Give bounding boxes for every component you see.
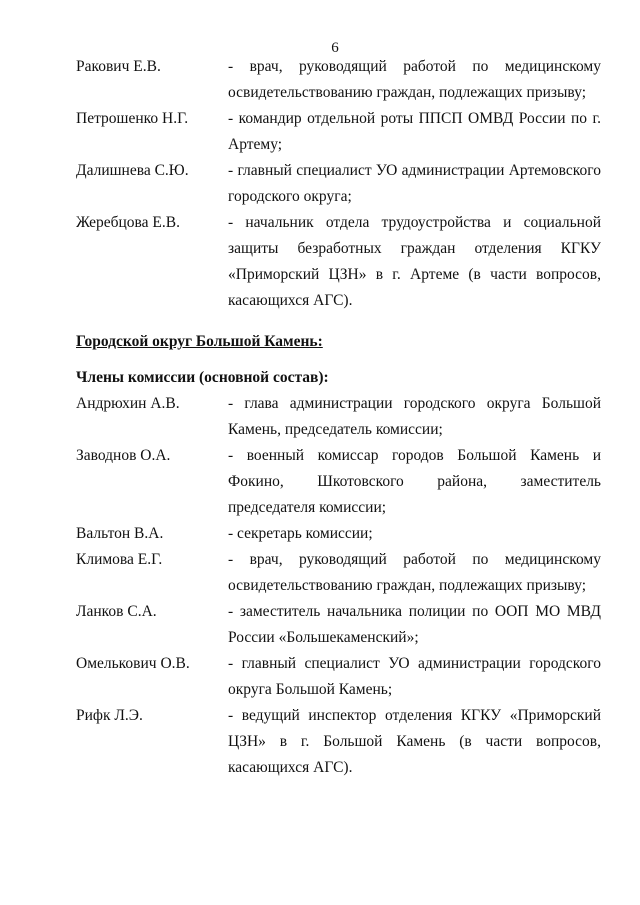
member-name: Ланков С.А. <box>76 603 157 620</box>
member-name: Петрошенко Н.Г. <box>76 110 189 127</box>
page-number: 6 <box>331 40 339 56</box>
member-role: - главный специалист УО администрации Артемовского городского округа; <box>228 162 601 205</box>
list-item <box>76 703 601 781</box>
member-role: - главный специалист УО администрации городского округа Большой Камень; <box>228 655 601 698</box>
member-role: - врач, руководящий работой по медицинскому освидетельствованию граждан, подлежащих призыву; <box>228 58 601 101</box>
list-item <box>76 158 601 210</box>
list-item <box>76 54 601 106</box>
commission-heading: Члены комиссии (основной состав): <box>76 369 329 386</box>
member-name: Ракович Е.В. <box>76 58 161 75</box>
member-role: - начальник отдела трудоустройства и социальной защиты безработных граждан отделения КГКУ «Приморский ЦЗН» в г. Артеме (в части вопросов, касающихся АГС). <box>228 214 601 309</box>
list-item <box>76 391 601 443</box>
member-role: - заместитель начальника полиции по ООП МО МВД России «Большекаменский»; <box>228 603 601 646</box>
member-name: Вальтон В.А. <box>76 525 164 542</box>
member-role: - ведущий инспектор отделения КГКУ «Приморский ЦЗН» в г. Большой Камень (в части вопросов, касающихся АГС). <box>228 707 601 776</box>
member-role: - командир отдельной роты ППСП ОМВД России по г. Артему; <box>228 110 601 153</box>
section-heading: Городской округ Большой Камень: <box>76 333 323 350</box>
list-item <box>76 599 601 651</box>
member-role: - врач, руководящий работой по медицинскому освидетельствованию граждан, подлежащих призыву; <box>228 551 601 594</box>
member-name: Климова Е.Г. <box>76 551 163 568</box>
list-item <box>76 651 601 703</box>
list-item <box>76 443 601 521</box>
member-name: Омелькович О.В. <box>76 655 190 672</box>
member-role: - глава администрации городского округа Большой Камень, председатель комиссии; <box>228 395 601 438</box>
list-item <box>76 106 601 158</box>
member-name: Рифк Л.Э. <box>76 707 143 724</box>
top-members-list <box>76 54 601 314</box>
member-role: - секретарь комиссии; <box>228 525 373 542</box>
member-name: Андрюхин А.В. <box>76 395 180 412</box>
list-item <box>76 210 601 314</box>
commission-members-list <box>76 391 601 781</box>
member-name: Жеребцова Е.В. <box>76 214 180 231</box>
list-item <box>76 521 601 547</box>
list-item <box>76 547 601 599</box>
member-name: Далишнева С.Ю. <box>76 162 189 179</box>
member-name: Заводнов О.А. <box>76 447 171 464</box>
member-role: - военный комиссар городов Большой Камень и Фокино, Шкотовского района, заместитель председателя комиссии; <box>228 447 601 516</box>
